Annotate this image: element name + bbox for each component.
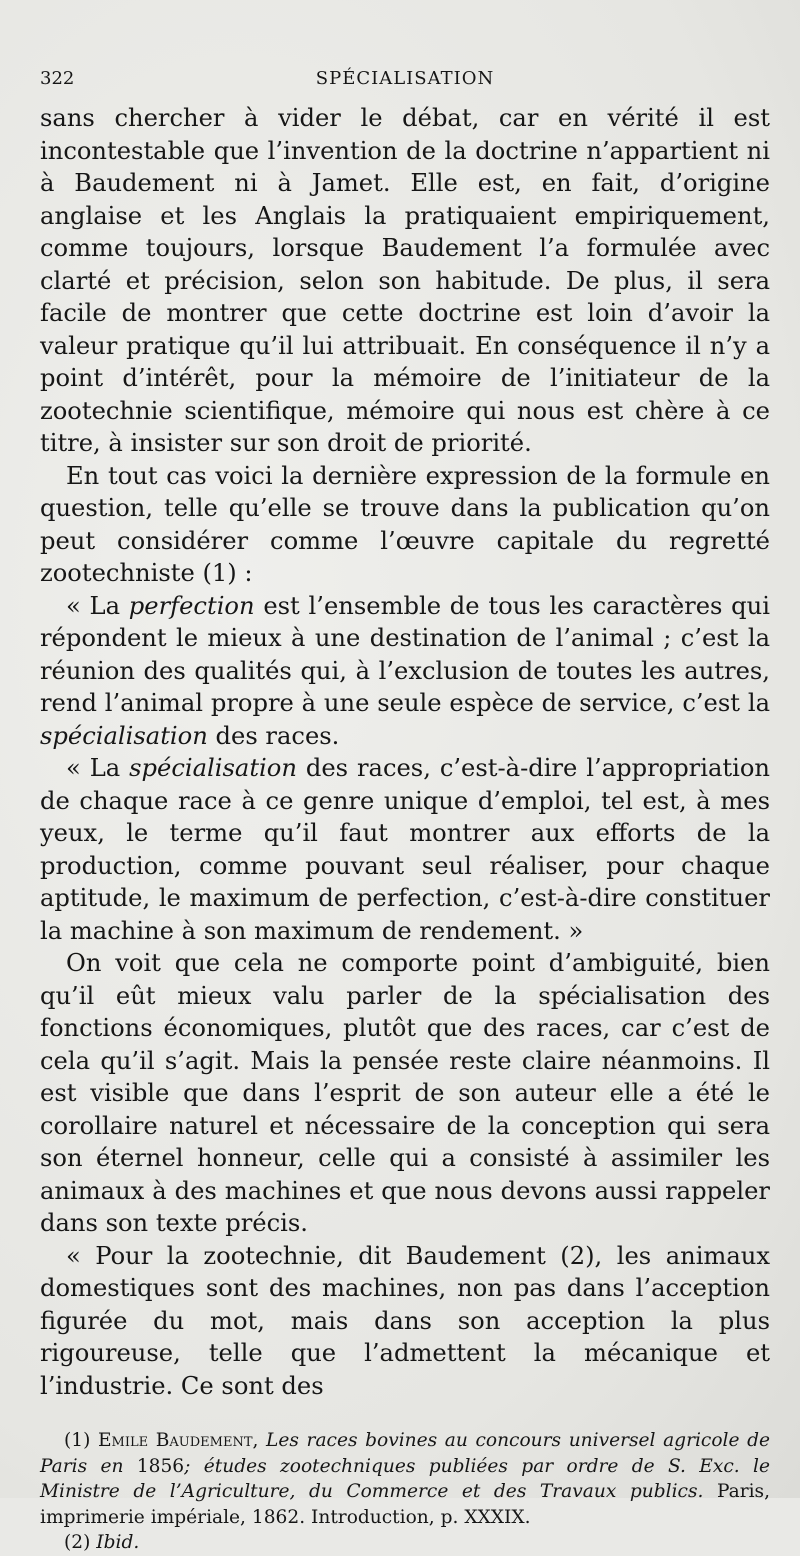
- footnote-imprint: Paris, imprimerie impériale, 1862. Introduction, p. XXXIX.: [40, 1481, 770, 1528]
- paragraph-6: « Pour la zootechnie, dit Baudement (2), les animaux domestiques sont des machines, non pas dans l’acception figurée du mot, mais dans son acception la plus rigoureuse, telle que l’admettent la mécanique et l’industrie. Ce sont des: [40, 1241, 770, 1400]
- footnote-title: Les races bovines au concours universel agricole de Paris en: [40, 1430, 771, 1477]
- quote-text: est l’ensemble de tous les caractères qui répondent le mieux à une destination de l’animal ; c’est la réunion des qualités qui, à l’exclusion de toutes les autres, rend l’animal propre à une seule espèce de service, c’est la: [40, 591, 770, 717]
- quote-text: « La: [66, 591, 129, 620]
- paragraph-4-quote: [40, 752, 770, 947]
- running-head: [40, 68, 770, 100]
- footnote-year: 1856: [136, 1455, 185, 1477]
- footnote-ibid: Ibid.: [96, 1532, 140, 1553]
- running-title: SPÉCIALISATION: [315, 68, 495, 89]
- body-text: [40, 102, 770, 1402]
- quote-text: « La: [66, 754, 130, 782]
- italic-term-specialisation: spécialisation: [129, 754, 297, 782]
- page-number: 322: [40, 68, 75, 89]
- footnote-marker: (2): [64, 1532, 97, 1553]
- paragraph-5: On voit que cela ne comporte point d’ambiguité, bien qu’il eût mieux valu parler de la spécialisation des fonctions économiques, plutôt que des races, car c’est de cela qu’il s’agit. Mais la pensée reste claire néanmoins. Il est visible que dans l’esprit de son auteur elle a été le corollaire naturel et nécessaire de la conception qui sera son éternel honneur, celle qui a consisté à assimiler les animaux à des machines et que nous devons aussi rappeler dans son texte précis.: [40, 949, 770, 1237]
- italic-term-perfection: perfection: [128, 591, 255, 620]
- footnotes: [40, 1428, 770, 1556]
- footnote-2: [40, 1530, 770, 1556]
- footnote-1: [40, 1428, 770, 1530]
- quote-text: des races.: [207, 721, 340, 750]
- footnote-subtitle: ; études zootechniques publiées par ordre de S. Exc. le Ministre de l’Agriculture, du Commerce et des Travaux publics.: [40, 1455, 770, 1502]
- paragraph-3-quote: [40, 590, 770, 753]
- paragraph-1: sans chercher à vider le débat, car en vérité il est incontestable que l’invention de la doctrine n’appartient ni à Baudement ni à Jamet. Elle est, en fait, d’origine anglaise et les Anglais la pratiquaient empiriquement, comme toujours, lorsque Baudement l’a formulée avec clarté et précision, selon son habitude. De plus, il sera facile de montrer que cette doctrine est loin d’avoir la valeur pratique qu’il lui attribuait. En conséquence il n’y a point d’intérêt, pour la mémoire de l’initiateur de la zootechnie scientifique, mémoire qui nous est chère à ce titre, à insister sur son droit de priorité.: [40, 104, 770, 457]
- footnote-author: Emile Baudement,: [97, 1430, 259, 1451]
- italic-term-specialisation: spécialisation: [40, 721, 208, 750]
- quote-text: des races, c’est-à-dire l’appropriation de chaque race à ce genre unique d’emploi, tel est, à mes yeux, le terme qu’il faut montrer aux efforts de la production, comme pouvant seul réaliser, pour chaque aptitude, le maximum de perfection, c’est-à-dire constituer la machine à son maximum de rendement. »: [40, 754, 770, 945]
- paragraph-2: En tout cas voici la dernière expression de la formule en question, telle qu’elle se trouve dans la publication qu’on peut considérer comme l’œuvre capitale du regretté zootechniste (1) :: [40, 461, 770, 587]
- footnote-marker: (1): [64, 1430, 98, 1451]
